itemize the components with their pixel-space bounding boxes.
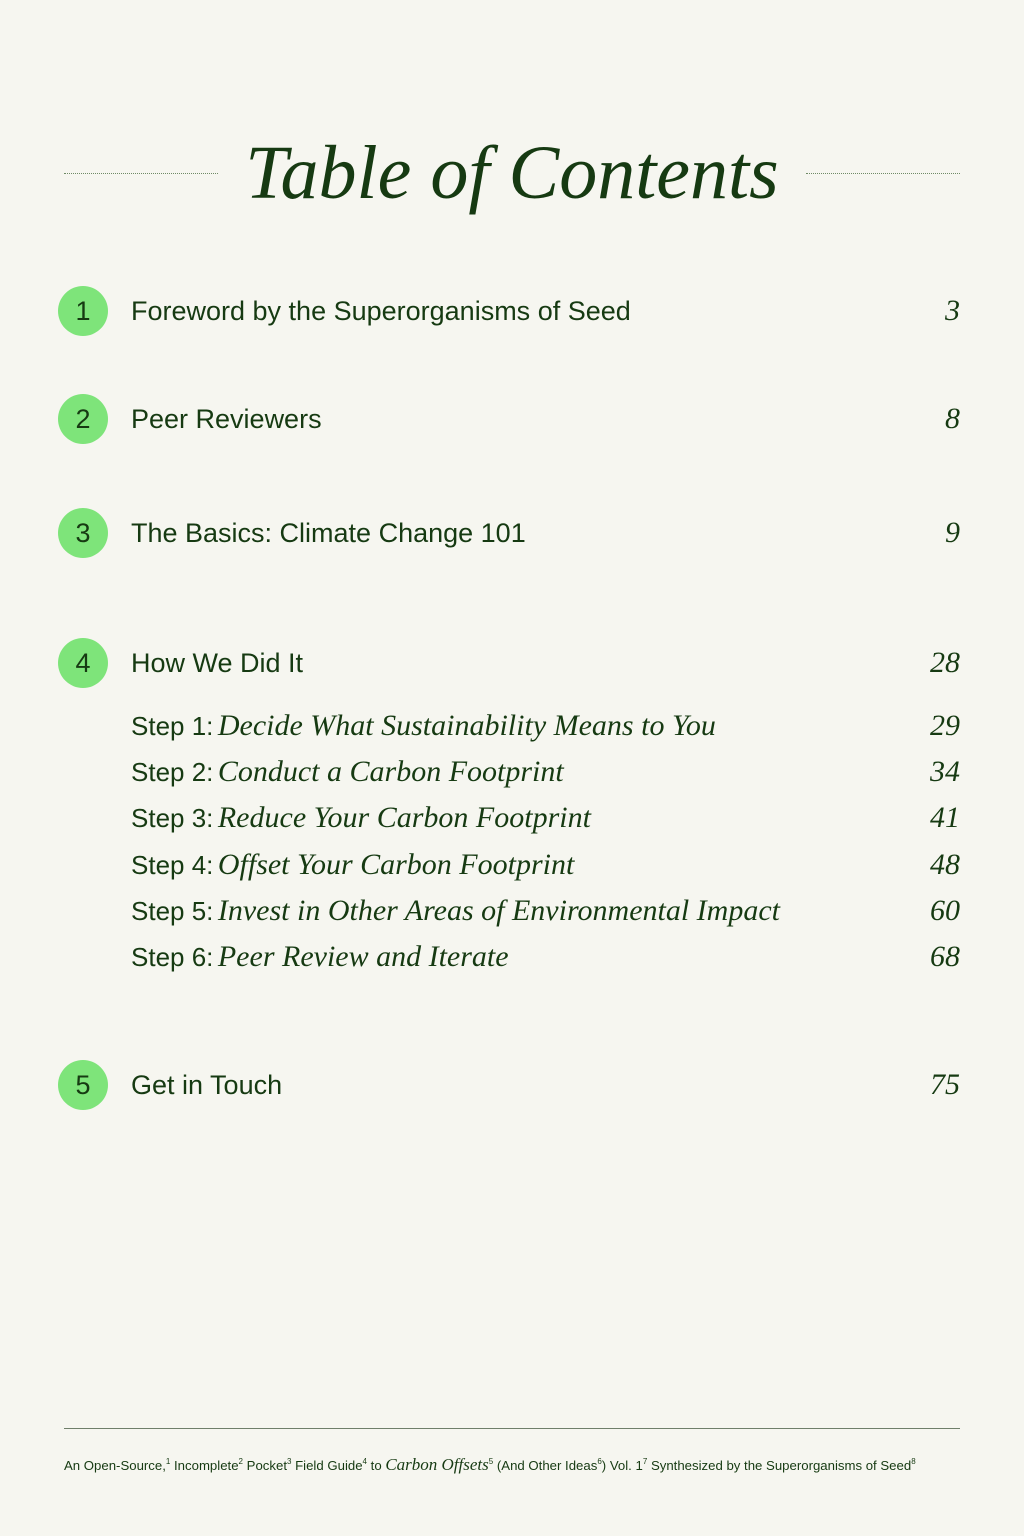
page-number: 3	[945, 294, 960, 327]
step-title: Peer Review and Iterate	[217, 940, 509, 973]
footer-text: Pocket	[243, 1458, 287, 1473]
chapter-number-badge: 1	[58, 286, 108, 336]
page-number: 41	[930, 801, 960, 834]
footnote-marker: 7	[642, 1457, 648, 1466]
step-prefix: Step 6:	[131, 942, 214, 972]
page-number: 68	[930, 940, 960, 973]
page-title: Table of Contents	[245, 131, 779, 215]
page-number: 29	[930, 709, 960, 742]
footnote-marker: 4	[362, 1457, 367, 1466]
chapter-number-badge: 4	[58, 638, 108, 688]
step-title: Reduce Your Carbon Footprint	[217, 801, 591, 834]
page-number: 8	[945, 402, 960, 435]
footer-colophon	[64, 1454, 966, 1477]
page-number: 60	[930, 894, 960, 927]
chapter-title: How We Did It	[131, 648, 304, 678]
toc-entry-basics[interactable]	[58, 508, 960, 558]
toc-entry-peer-reviewers[interactable]	[58, 394, 960, 444]
toc-step-1[interactable]	[131, 705, 960, 747]
toc-entry-foreword[interactable]	[58, 286, 960, 336]
step-prefix: Step 4:	[131, 850, 214, 880]
footer-text: Incomplete	[170, 1458, 239, 1473]
footnote-marker: 1	[165, 1457, 171, 1466]
footer-text: to	[367, 1458, 386, 1473]
step-prefix: Step 3:	[131, 803, 214, 833]
step-title: Offset Your Carbon Footprint	[217, 848, 575, 881]
page-number: 75	[930, 1068, 960, 1101]
footnote-marker: 6	[597, 1457, 602, 1466]
step-prefix: Step 5:	[131, 896, 214, 926]
toc-step-5[interactable]	[131, 890, 960, 932]
toc-step-6[interactable]	[131, 936, 960, 978]
toc-step-2[interactable]	[131, 751, 960, 793]
footer-italic-title: Carbon Offsets	[385, 1455, 489, 1474]
title-divider-right	[806, 173, 960, 174]
step-prefix: Step 1:	[131, 711, 214, 741]
chapter-title: The Basics: Climate Change 101	[131, 518, 526, 548]
chapter-number-badge: 2	[58, 394, 108, 444]
step-prefix: Step 2:	[131, 757, 214, 787]
toc-entry-how-we-did-it[interactable]	[58, 638, 960, 688]
chapter-title: Peer Reviewers	[131, 404, 322, 434]
toc-step-4[interactable]	[131, 844, 960, 886]
chapter-title: Get in Touch	[131, 1070, 283, 1100]
toc-entry-get-in-touch[interactable]	[58, 1060, 960, 1110]
footnote-marker: 3	[286, 1457, 292, 1466]
chapter-title: Foreword by the Superorganisms of Seed	[131, 296, 631, 326]
footnote-marker: 5	[488, 1457, 494, 1466]
chapter-number-badge: 5	[58, 1060, 108, 1110]
step-title: Conduct a Carbon Footprint	[217, 755, 564, 788]
toc-step-3[interactable]	[131, 797, 960, 839]
footer-text: Field Guide	[291, 1458, 363, 1473]
footer-text: ) Vol. 1	[601, 1458, 643, 1473]
chapter-number-badge: 3	[58, 508, 108, 558]
page-number: 34	[930, 755, 960, 788]
footer-text: (And Other Ideas	[493, 1458, 598, 1473]
page-number: 9	[945, 516, 960, 549]
page-number: 48	[930, 848, 960, 881]
footer-text: Synthesized by the Superorganisms of Seed	[647, 1458, 912, 1473]
step-title: Invest in Other Areas of Environmental Impact	[217, 894, 780, 927]
footer-divider	[64, 1428, 960, 1429]
footer-text: An Open-Source,	[64, 1458, 166, 1473]
footnote-marker: 8	[911, 1457, 916, 1466]
footnote-marker: 2	[238, 1457, 243, 1466]
title-row	[64, 125, 960, 225]
step-title: Decide What Sustainability Means to You	[217, 709, 716, 742]
page-number: 28	[930, 646, 960, 679]
